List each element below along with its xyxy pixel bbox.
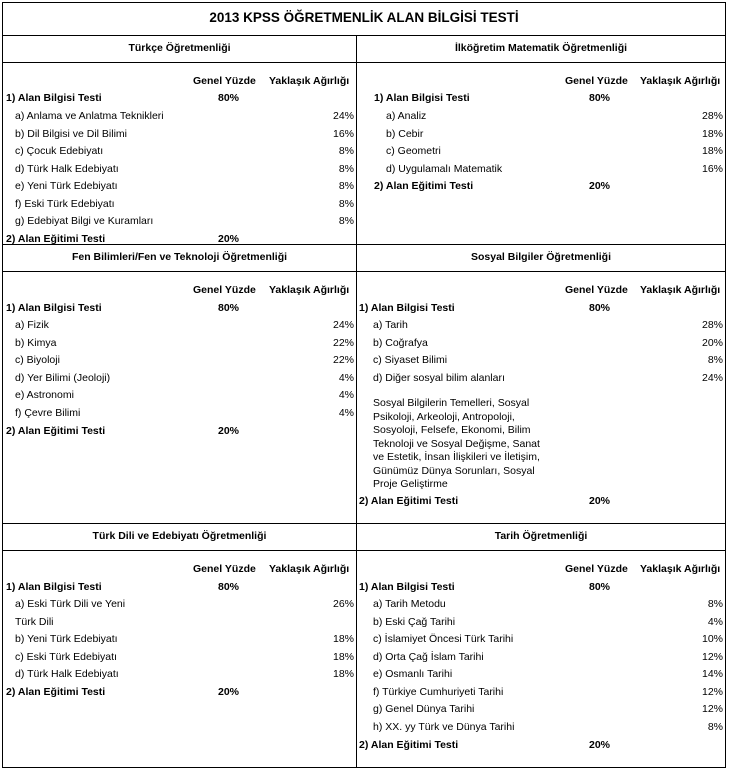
col-yaklasik-agirligi: Yaklaşık Ağırlığı [269,75,350,87]
alan-bilgisi-percent: 80% [589,581,611,593]
list-item-value: 26% [332,598,354,610]
list-item-label: b) Eski Çağ Tarihi [373,615,456,628]
alan-bilgisi-percent: 80% [589,302,611,314]
list-item-value: 14% [701,668,723,680]
page-title: 2013 KPSS ÖĞRETMENLİK ALAN BİLGİSİ TESTİ [3,3,725,36]
list-item-label: e) Astronomi [15,389,74,401]
list-item-value: 8% [338,145,354,157]
list-item-label: f) Çevre Bilimi [15,406,81,419]
alan-bilgisi-label: 1) Alan Bilgisi Testi [6,92,102,104]
alan-egitimi-percent: 20% [589,180,611,192]
list-item-label: c) Biyoloji [15,354,60,366]
panel-matematik [357,36,725,244]
list-item-label: a) Eski Türk Dili ve Yeni [15,598,126,610]
list-item-label: b) Coğrafya [373,336,428,349]
list-item-label: c) Siyaset Bilimi [373,354,448,366]
col-yaklasik-agirligi: Yaklaşık Ağırlığı [269,563,350,575]
panel-header: Sosyal Bilgiler Öğretmenliği [357,245,725,272]
list-item-label: h) XX. yy Türk ve Dünya Tarihi [373,720,515,733]
alan-bilgisi-label: 1) Alan Bilgisi Testi [359,581,455,593]
alan-bilgisi-label: 1) Alan Bilgisi Testi [374,92,470,104]
col-yaklasik-agirligi: Yaklaşık Ağırlığı [269,284,350,296]
alan-bilgisi-percent: 80% [218,92,240,104]
list-item-value: 20% [701,336,723,349]
col-genel-yuzde: Genel Yüzde [193,563,256,575]
panel-header: Tarih Öğretmenliği [357,524,725,551]
list-item-value: 22% [332,336,354,349]
panel-header: Türk Dili ve Edebiyatı Öğretmenliği [3,524,356,551]
list-item-value: 8% [338,197,354,210]
list-item-label: b) Cebir [386,127,424,140]
col-genel-yuzde: Genel Yüzde [565,284,628,296]
list-item-value: 22% [332,354,354,366]
list-item-value: 8% [338,215,354,227]
list-item-value: 24% [332,319,354,331]
alan-bilgisi-label: 1) Alan Bilgisi Testi [6,581,102,593]
alan-egitimi-label: 2) Alan Eğitimi Testi [6,233,106,245]
list-item-value: 16% [701,162,723,175]
list-item-label: g) Edebiyat Bilgi ve Kuramları [15,215,154,227]
list-item-value: 4% [338,406,354,419]
col-genel-yuzde: Genel Yüzde [193,75,256,87]
list-item-label: a) Fizik [15,319,49,331]
list-item-value: 4% [338,371,354,384]
note-line: Günümüz Dünya Sorunları, Sosyal [373,464,535,477]
list-item-value: 18% [701,145,723,157]
col-genel-yuzde: Genel Yüzde [565,75,628,87]
panel-tarih [357,524,725,767]
list-item-label: c) Eski Türk Edebiyatı [15,650,117,663]
list-item-label: d) Türk Halk Edebiyatı [15,162,119,175]
list-item-value: 24% [701,371,723,384]
list-item-label: c) Çocuk Edebiyatı [15,145,104,157]
alan-bilgisi-label: 1) Alan Bilgisi Testi [359,302,455,314]
col-yaklasik-agirligi: Yaklaşık Ağırlığı [640,75,721,87]
col-genel-yuzde: Genel Yüzde [565,563,628,575]
list-item-label: c) İslamiyet Öncesi Türk Tarihi [373,633,514,645]
list-item-label: a) Analiz [386,110,427,122]
panel-turkce [3,36,356,244]
alan-egitimi-percent: 20% [589,495,611,507]
list-item-label: d) Türk Halk Edebiyatı [15,668,119,680]
list-item-label: f) Türkiye Cumhuriyeti Tarihi [373,685,504,698]
list-item-value: 18% [332,668,354,680]
list-item-value: 8% [707,720,723,733]
list-item-value: 28% [701,319,723,331]
alan-egitimi-label: 2) Alan Eğitimi Testi [359,739,459,751]
list-item-label: d) Yer Bilimi (Jeoloji) [15,371,111,384]
list-item-value: 12% [701,685,723,698]
list-item-label: e) Yeni Türk Edebiyatı [15,180,118,192]
list-item-label: d) Diğer sosyal bilim alanları [373,371,505,384]
col-yaklasik-agirligi: Yaklaşık Ağırlığı [640,563,721,575]
list-item-label: b) Dil Bilgisi ve Dil Bilimi [15,127,128,140]
note-line: ve Estetik, İnsan İlişkileri ve İletişim, [373,451,540,463]
list-item-value: 12% [701,703,723,715]
list-item-value: 18% [701,127,723,140]
list-item-label: d) Uygulamalı Matematik [386,162,503,175]
list-item-value: 8% [707,354,723,366]
list-item-label-cont: Türk Dili [15,616,54,628]
panel-header: Türkçe Öğretmenliği [3,36,356,63]
alan-bilgisi-percent: 80% [589,92,611,104]
alan-egitimi-percent: 20% [218,425,240,437]
alan-egitimi-percent: 20% [589,739,611,751]
list-item-label: g) Genel Dünya Tarihi [373,703,475,715]
alan-egitimi-label: 2) Alan Eğitimi Testi [374,180,474,192]
col-yaklasik-agirligi: Yaklaşık Ağırlığı [640,284,721,296]
list-item-value: 8% [338,180,354,192]
list-item-label: d) Orta Çağ İslam Tarihi [373,650,484,663]
list-item-value: 8% [707,598,723,610]
alan-bilgisi-percent: 80% [218,302,240,314]
alan-egitimi-label: 2) Alan Eğitimi Testi [359,495,459,507]
panel-fen [3,245,356,523]
note-line: Psikoloji, Arkeoloji, Antropoloji, [373,410,515,423]
list-item-value: 12% [701,650,723,663]
alan-egitimi-label: 2) Alan Eğitimi Testi [6,686,106,698]
note-line: Sosyoloji, Felsefe, Ekonomi, Bilim [373,424,531,436]
col-genel-yuzde: Genel Yüzde [193,284,256,296]
note-line: Sosyal Bilgilerin Temelleri, Sosyal [373,397,530,409]
panel-header: Fen Bilimleri/Fen ve Teknoloji Öğretmenliği [3,245,356,272]
list-item-value: 24% [332,110,354,122]
list-item-label: f) Eski Türk Edebiyatı [15,197,115,210]
list-item-value: 16% [332,127,354,140]
list-item-value: 18% [332,650,354,663]
panel-turk-dili [3,524,356,767]
list-item-value: 28% [701,110,723,122]
list-item-label: b) Kimya [15,336,57,349]
list-item-label: c) Geometri [386,145,441,157]
document-table [2,2,726,768]
panel-header: İlköğretim Matematik Öğretmenliği [357,36,725,63]
list-item-value: 18% [332,633,354,645]
note-line: Teknoloji ve Sosyal Değişme, Sanat [373,437,540,450]
alan-egitimi-percent: 20% [218,686,240,698]
list-item-label: e) Osmanlı Tarihi [373,668,453,680]
list-item-label: b) Yeni Türk Edebiyatı [15,633,118,645]
panel-sosyal [357,245,725,523]
list-item-value: 8% [338,162,354,175]
alan-egitimi-label: 2) Alan Eğitimi Testi [6,425,106,437]
list-item-label: a) Anlama ve Anlatma Teknikleri [15,110,164,122]
alan-bilgisi-percent: 80% [218,581,240,593]
note-line: Proje Geliştirme [373,478,448,490]
list-item-label: a) Tarih [373,319,408,331]
alan-bilgisi-label: 1) Alan Bilgisi Testi [6,302,102,314]
list-item-value: 4% [707,615,723,628]
alan-egitimi-percent: 20% [218,233,240,245]
list-item-label: a) Tarih Metodu [373,598,446,610]
list-item-value: 4% [338,389,354,401]
list-item-value: 10% [701,633,723,645]
